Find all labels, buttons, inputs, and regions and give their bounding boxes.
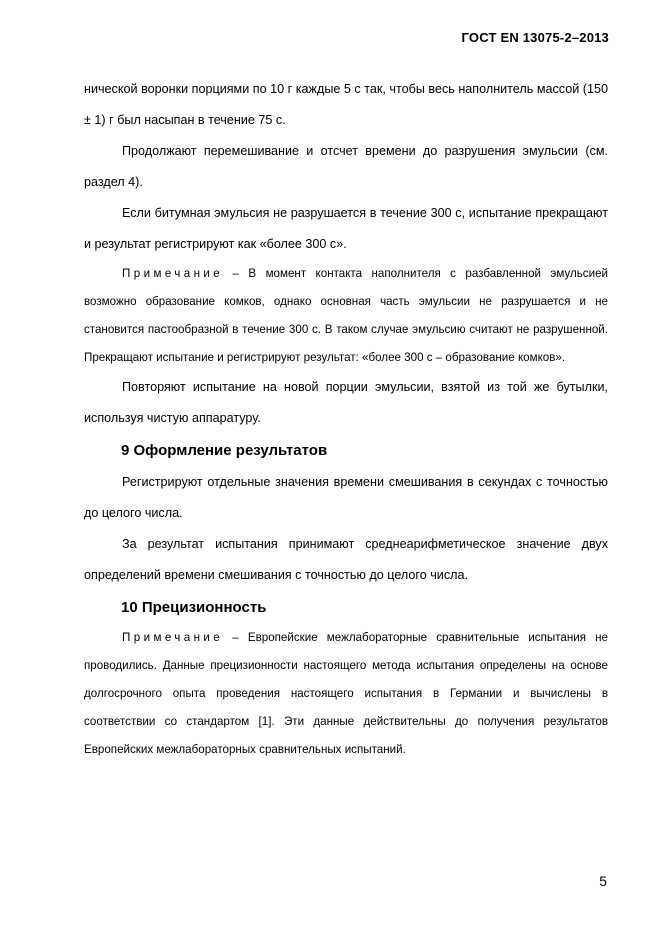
note-text: – В момент контакта наполнителя с разбавленной эмульсией возможно образование комков, однако основная часть эмульсии не разрушается и не становится пастообразной в течение 300 с. В таком случае эмульсию считают не разрушенной. Прекращают испытание и регистрируют результат: «более 300 с – образование комков». [84, 267, 608, 364]
page-number: 5 [599, 873, 607, 889]
note-precision [84, 624, 608, 764]
note-label: Примечание [122, 267, 224, 280]
paragraph-average-result: За результат испытания принимают среднеарифметическое значение двух определений времени смешивания с точностью до целого числа. [84, 537, 608, 582]
section-heading-results: 9 Оформление результатов [121, 442, 328, 459]
section-heading-precision: 10 Прецизионность [121, 599, 267, 616]
paragraph-repeat-test: Повторяют испытание на новой порции эмульсии, взятой из той же бутылки, используя чистую аппаратуру. [84, 380, 608, 425]
paragraph-continued: нической воронки порциями по 10 г каждые 5 с так, чтобы весь наполнитель массой (150 ± 1) г был насыпан в течение 75 с. [84, 82, 608, 127]
note-text: – Европейские межлабораторные сравнительные испытания не проводились. Данные прецизионности настоящего метода испытания определены на основе долгосрочного опыта проведения настоящего испытания в Германии и вычислены в соответствии со стандартом [1]. Эти данные действительны до получения результатов Европейских межлабораторных сравнительных испытаний. [84, 631, 608, 756]
paragraph-record-values: Регистрируют отдельные значения времени смешивания в секундах с точностью до целого числа. [84, 475, 608, 520]
note-lumps [84, 260, 608, 372]
paragraph-stirring: Продолжают перемешивание и отсчет времени до разрушения эмульсии (см. раздел 4). [84, 144, 608, 189]
paragraph-not-breaking: Если битумная эмульсия не разрушается в течение 300 с, испытание прекращают и результат регистрируют как «более 300 с». [84, 206, 608, 251]
note-label: Примечание [122, 631, 224, 644]
document-code: ГОСТ EN 13075-2–2013 [461, 30, 609, 45]
document-body [84, 74, 608, 764]
